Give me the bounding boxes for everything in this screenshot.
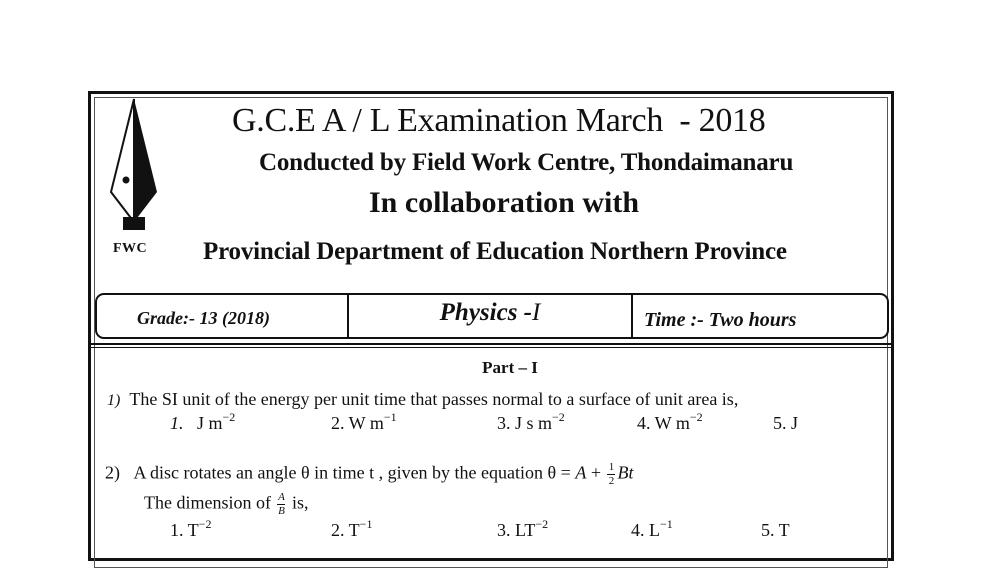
pen-nib-icon: [109, 97, 159, 232]
time-cell: [633, 295, 887, 337]
time-label: Time :- Two hours: [644, 308, 797, 331]
option-3[interactable]: 3. $LT^{-2}$: [497, 517, 549, 540]
part-title: Part – I: [482, 358, 538, 377]
option-1[interactable]: 1. J $m^{-2}$: [170, 410, 236, 433]
grade-cell: [97, 295, 349, 337]
question-2-line-2: The dimension of $\frac{A}{B}$ is,: [144, 491, 309, 517]
exam-info-bar: [95, 293, 889, 339]
option-1[interactable]: 1. $T^{-2}$: [170, 517, 212, 540]
question-number: 1): [107, 392, 121, 409]
fraction-a-over-b: $\frac{A}{B}$: [278, 491, 285, 517]
option-5[interactable]: 5. J: [773, 413, 799, 433]
question-text: A disc rotates an angle θ in time t , given by the equation θ =: [133, 462, 576, 483]
subject-label: Physics -: [439, 299, 533, 326]
question-number: 2): [105, 462, 120, 483]
question-1: [107, 389, 738, 410]
subject-part: I: [532, 299, 541, 326]
collaboration-heading: In collaboration with: [369, 186, 640, 219]
option-5[interactable]: 5. T: [761, 520, 790, 540]
question-2: 2) A disc rotates an angle θ in time t , given by the equation θ = A + $\frac{1}{2}$ Bt: [105, 461, 634, 487]
option-2[interactable]: 2. W $m^{-1}$: [331, 410, 397, 433]
question-text: The SI unit of the energy per unit time that passes normal to a surface of unit area is,: [129, 389, 739, 409]
logo-label: FWC: [113, 241, 148, 256]
subject-cell: [349, 295, 633, 337]
option-4[interactable]: 4. W $m^{-2}$: [637, 410, 703, 433]
divider-line: [91, 343, 891, 345]
fraction-one-half: $\frac{1}{2}$: [608, 461, 615, 487]
exam-subtitle: Conducted by Field Work Centre, Thondaimanaru: [259, 149, 794, 176]
option-4[interactable]: 4. $L^{-1}$: [631, 517, 673, 540]
divider-line: [91, 347, 891, 348]
option-2[interactable]: 2. $T^{-1}$: [331, 517, 373, 540]
department-heading: Provincial Department of Education Northern Province: [203, 238, 787, 265]
grade-label: Grade:- 13 (2018): [137, 307, 270, 328]
exam-title: G.C.E A / L Examination March - 2018: [232, 102, 766, 139]
option-3[interactable]: 3. J s $m^{-2}$: [497, 410, 565, 433]
